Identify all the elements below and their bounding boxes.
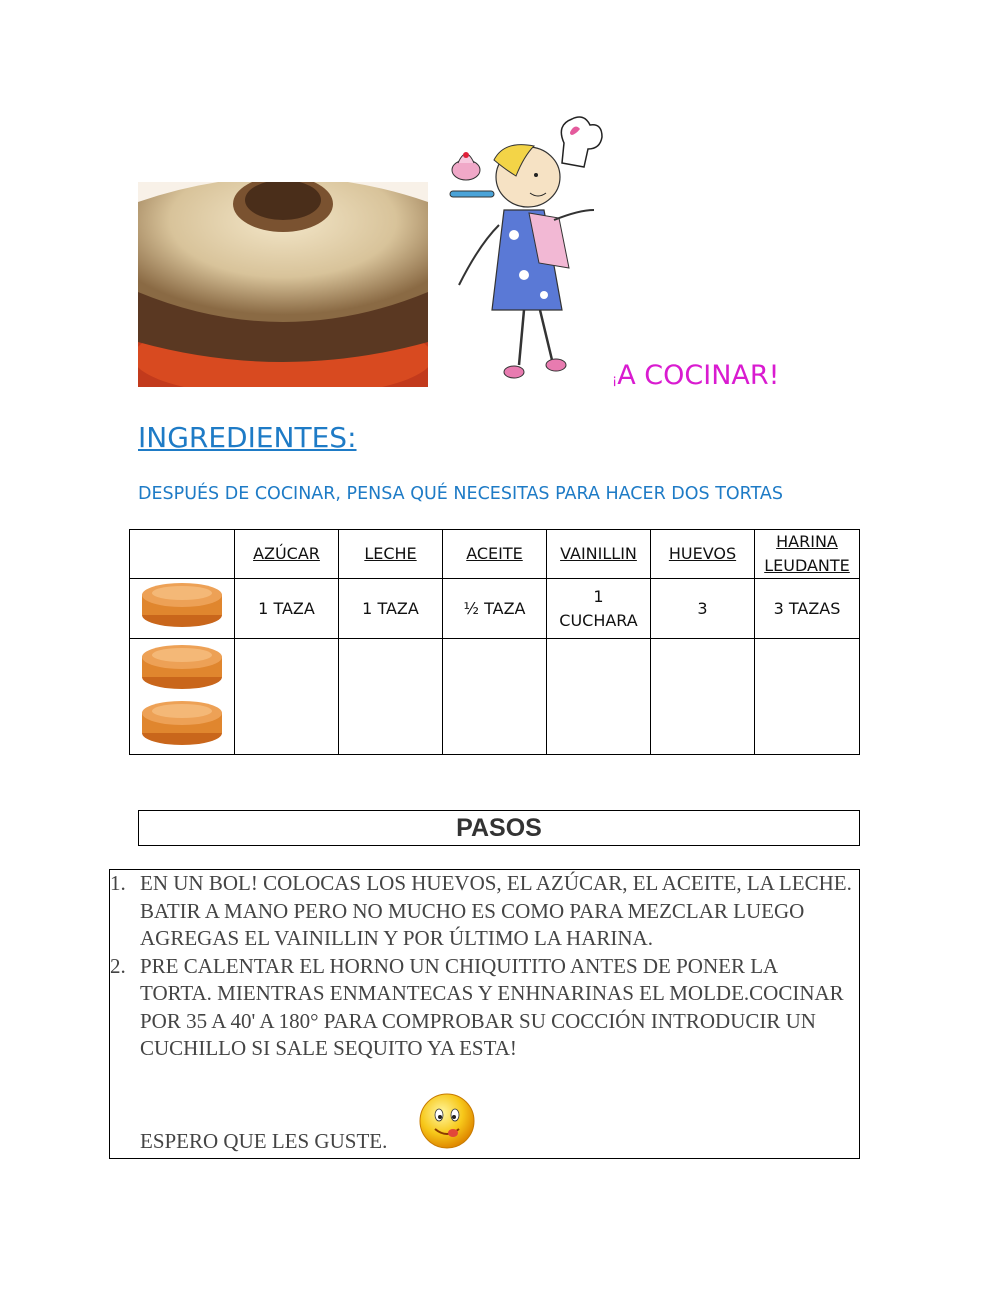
table-cell: ½ TAZA [443, 579, 547, 639]
title-exclamation: ¡ [612, 373, 618, 388]
closing-text: ESPERO QUE LES GUSTE. [140, 1129, 388, 1153]
table-cell: 3 [651, 579, 755, 639]
answer-cell[interactable] [755, 639, 860, 755]
ingredients-instruction: DESPUÉS DE COCINAR, PENSA QUÉ NECESITAS PARA HACER DOS TORTAS [138, 484, 783, 504]
cake-image-cell [130, 639, 235, 755]
header-empty-cell [130, 530, 235, 579]
header-cell: AZÚCAR [235, 530, 339, 579]
steps-list [110, 870, 852, 1063]
header-cell-harina [755, 530, 860, 579]
header-cell: VAINILLIN [547, 530, 651, 579]
table-cell: 1 TAZA [339, 579, 443, 639]
answer-cell[interactable] [547, 639, 651, 755]
bundt-cake-photo [138, 182, 428, 387]
steps-heading: PASOS [138, 810, 860, 846]
table-header-row [130, 530, 860, 579]
chef-girl-illustration [444, 115, 614, 390]
vainillin-line1: 1 [593, 586, 604, 606]
step-text: EN UN BOL! COLOCAS LOS HUEVOS, EL AZÚCAR, EL ACEITE, LA LECHE. BATIR A MANO PERO NO MUCHO ES COMO PARA MEZCLAR LUEGO AGREGAS EL VAINILLIN Y POR ÚLTIMO LA HARINA. [140, 871, 852, 950]
answer-cell[interactable] [235, 639, 339, 755]
table-cell: 3 TAZAS [755, 579, 860, 639]
smiley-face-icon [417, 1091, 477, 1151]
header-cell: ACEITE [443, 530, 547, 579]
table-row [130, 579, 860, 639]
answer-cell[interactable] [651, 639, 755, 755]
answer-cell[interactable] [339, 639, 443, 755]
table-row [130, 639, 860, 755]
step-item [110, 870, 852, 953]
step-number: 1. [110, 871, 126, 895]
cake-image-cell [130, 579, 235, 639]
step-item [110, 953, 852, 1063]
header-cell: HUEVOS [651, 530, 755, 579]
header-cell: LECHE [339, 530, 443, 579]
ingredients-heading: INGREDIENTES: [138, 421, 357, 454]
step-number: 2. [110, 953, 126, 978]
two-sponge-cakes-icon [139, 639, 225, 747]
table-cell: 1 TAZA [235, 579, 339, 639]
answer-cell[interactable] [443, 639, 547, 755]
ingredients-table [129, 529, 860, 755]
header-harina-line2: LEUDANTE [764, 556, 850, 575]
page-title [612, 360, 779, 391]
title-text: A COCINAR! [617, 360, 780, 391]
header-harina-line1: HARINA [776, 532, 838, 551]
steps-box [109, 869, 860, 1159]
step-text: PRE CALENTAR EL HORNO UN CHIQUITITO ANTES DE PONER LA TORTA. MIENTRAS ENMANTECAS Y ENHNARINAS EL MOLDE.COCINAR POR 35 A 40' A 180° PARA COMPROBAR SU COCCIÓN INTRODUCIR UN CUCHILLO SI SALE SEQUITO YA ESTA! [140, 953, 844, 1060]
table-cell-vainillin [547, 579, 651, 639]
sponge-cake-icon [139, 579, 225, 631]
vainillin-line2: CUCHARA [559, 610, 638, 630]
